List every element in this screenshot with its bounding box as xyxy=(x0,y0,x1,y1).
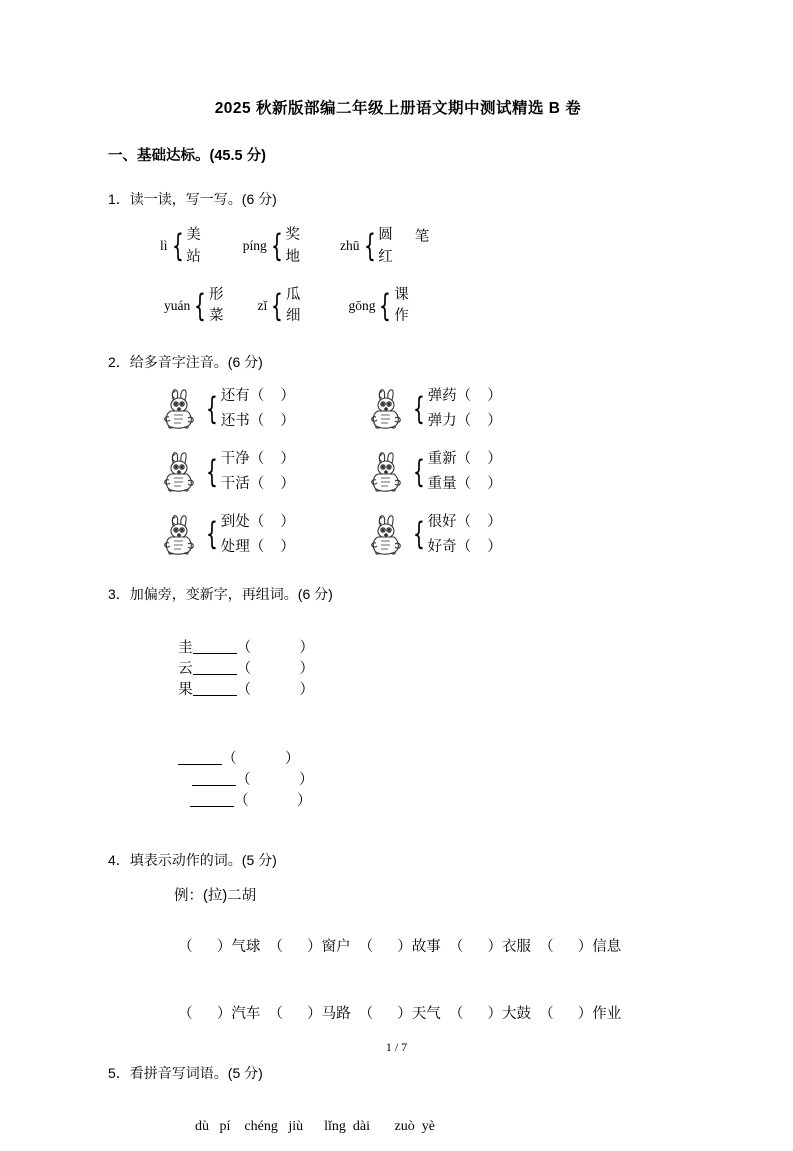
q3-row-1 xyxy=(108,620,688,715)
answer-blank[interactable] xyxy=(178,749,222,765)
q2-row-1 xyxy=(108,384,688,435)
char-pair xyxy=(286,285,301,329)
brace-glyph: { xyxy=(171,228,184,265)
char-top: 形 xyxy=(208,286,224,303)
brace-glyph: { xyxy=(205,390,218,427)
polyphone-item xyxy=(160,447,295,498)
polyphone-bottom: 重量（ ） xyxy=(427,476,502,493)
char-pair xyxy=(286,225,301,269)
brace-glyph: { xyxy=(412,390,425,427)
section-heading-1: 一、基础达标。(45.5 分) xyxy=(108,148,266,164)
q1-row-2 xyxy=(108,285,688,329)
pinyin-brace-group xyxy=(164,285,223,329)
polyphone-top: 弹药（ ） xyxy=(427,388,502,404)
pinyin-label: gōng xyxy=(348,297,376,313)
q1-row-1 xyxy=(108,225,688,269)
rabbit-icon xyxy=(367,387,409,431)
char-bottom: 地 xyxy=(285,248,300,265)
brace-glyph: { xyxy=(271,287,284,324)
blank-phrase[interactable]: （ ）衣服 xyxy=(448,939,532,956)
blank-phrase[interactable]: （ ）故事 xyxy=(358,939,441,956)
brace-glyph: { xyxy=(194,287,207,324)
brace-glyph: { xyxy=(270,228,283,265)
polyphone-top: 到处（ ） xyxy=(220,513,295,530)
q4-row-2 xyxy=(108,986,688,1039)
rabbit-icon xyxy=(367,513,409,557)
char-top: 圆 xyxy=(378,227,393,243)
polyphone-item xyxy=(367,447,502,498)
char-pair xyxy=(378,225,393,269)
page-footer: 1 / 7 xyxy=(385,1040,408,1054)
rabbit-icon xyxy=(160,450,202,494)
q2-row-3 xyxy=(108,510,688,561)
page-content xyxy=(108,96,688,1151)
polyphone-pair xyxy=(428,447,502,498)
brace-glyph: { xyxy=(205,453,218,490)
polyphone-pair xyxy=(221,510,295,561)
rabbit-icon xyxy=(160,513,202,557)
polyphone-pair xyxy=(221,384,295,435)
char-top: 奖 xyxy=(285,227,300,243)
paren-blank[interactable]: （ ） xyxy=(236,640,315,657)
polyphone-bottom: 弹力（ ） xyxy=(427,413,502,430)
polyphone-pair xyxy=(428,384,502,435)
pinyin-label: yuán xyxy=(164,297,191,313)
blank-phrase[interactable]: （ ）汽车 xyxy=(178,1006,261,1023)
polyphone-bottom: 干活（ ） xyxy=(220,476,295,493)
blank-phrase[interactable]: （ ）大鼓 xyxy=(448,1006,532,1023)
answer-blank[interactable] xyxy=(193,638,237,654)
char-top: 瓜 xyxy=(285,286,301,303)
polyphone-item xyxy=(367,510,502,561)
pinyin-brace-group xyxy=(160,225,201,269)
rabbit-icon xyxy=(160,387,202,431)
extra-char: 笔 xyxy=(414,229,430,245)
pinyin-label: lì xyxy=(160,238,168,254)
blank-phrase[interactable]: （ ）马路 xyxy=(268,1006,351,1023)
pinyin-brace-group xyxy=(243,225,300,269)
pinyin-word: chéng jiù xyxy=(244,1119,304,1135)
polyphone-pair xyxy=(428,510,502,561)
blank-phrase[interactable]: （ ）气球 xyxy=(178,939,261,956)
q3-row-2 xyxy=(108,731,688,826)
q4-example: 例：(拉)二胡 xyxy=(174,888,257,905)
answer-blank[interactable] xyxy=(193,659,237,675)
pinyin-brace-group xyxy=(340,225,429,269)
pinyin-brace-group xyxy=(348,285,408,329)
blank-phrase[interactable]: （ ）作业 xyxy=(539,1006,622,1023)
answer-blank[interactable] xyxy=(192,770,236,786)
pinyin-label: zǐ xyxy=(257,297,268,313)
polyphone-bottom: 还书（ ） xyxy=(220,413,295,430)
brace-glyph: { xyxy=(363,228,376,265)
blank-phrase[interactable]: （ ）信息 xyxy=(539,939,622,956)
page-title: 2025 秋新版部编二年级上册语文期中测试精选 B 卷 xyxy=(214,100,582,117)
rabbit-icon xyxy=(367,450,409,494)
char-pair xyxy=(186,225,201,269)
char-bottom: 站 xyxy=(186,248,201,265)
char-bottom: 菜 xyxy=(208,308,224,325)
brace-glyph: { xyxy=(205,516,218,553)
char-bottom: 作 xyxy=(394,308,409,325)
question-3-heading: 3．加偏旁，变新字，再组词。(6 分) xyxy=(108,586,333,603)
polyphone-bottom: 处理（ ） xyxy=(220,538,295,555)
polyphone-top: 干净（ ） xyxy=(220,450,295,467)
brace-glyph: { xyxy=(412,516,425,553)
radical-base-char: 圭 xyxy=(178,640,193,657)
char-pair xyxy=(394,285,409,329)
answer-blank[interactable] xyxy=(190,791,234,807)
polyphone-top: 还有（ ） xyxy=(220,388,295,404)
polyphone-top: 重新（ ） xyxy=(427,450,502,467)
radical-base-char: 果 xyxy=(178,682,193,699)
pinyin-word: dù pí xyxy=(195,1119,231,1135)
char-top: 美 xyxy=(186,227,201,243)
polyphone-item xyxy=(160,510,295,561)
char-bottom: 细 xyxy=(285,308,301,325)
paren-blank[interactable]: （ ） xyxy=(236,661,315,678)
pinyin-brace-group xyxy=(257,285,300,329)
char-bottom: 红 xyxy=(378,248,393,265)
question-1-heading: 1．读一读，写一写。(6 分) xyxy=(108,191,277,207)
question-2-heading: 2．给多音字注音。(6 分) xyxy=(108,354,263,370)
paren-blank[interactable]: （ ） xyxy=(222,751,300,768)
paren-blank[interactable]: （ ） xyxy=(236,772,314,789)
q2-row-2 xyxy=(108,447,688,498)
q5-pinyin-row xyxy=(108,1103,688,1151)
char-top: 课 xyxy=(394,286,409,303)
paren-blank[interactable]: （ ） xyxy=(234,793,312,810)
radical-base-char: 云 xyxy=(178,661,193,678)
blank-phrase[interactable]: （ ）窗户 xyxy=(268,939,351,956)
pinyin-label: píng xyxy=(242,238,267,254)
pinyin-word: lǐng dài xyxy=(324,1119,370,1135)
question-5-heading: 5．看拼音写词语。(5 分) xyxy=(108,1065,263,1082)
char-pair xyxy=(209,285,224,329)
polyphone-item xyxy=(367,384,502,435)
polyphone-top: 很好（ ） xyxy=(427,513,502,530)
polyphone-item xyxy=(160,384,295,435)
question-4-heading: 4．填表示动作的词。(5 分) xyxy=(108,852,277,869)
blank-phrase[interactable]: （ ）天气 xyxy=(358,1006,441,1023)
pinyin-word: zuò yè xyxy=(394,1119,435,1135)
brace-glyph: { xyxy=(412,453,425,490)
q4-row-1 xyxy=(108,919,688,972)
polyphone-pair xyxy=(221,447,295,498)
answer-blank[interactable] xyxy=(193,680,237,696)
polyphone-bottom: 好奇（ ） xyxy=(427,538,502,555)
paren-blank[interactable]: （ ） xyxy=(236,682,315,699)
pinyin-label: zhū xyxy=(340,238,360,254)
brace-glyph: { xyxy=(379,287,392,324)
